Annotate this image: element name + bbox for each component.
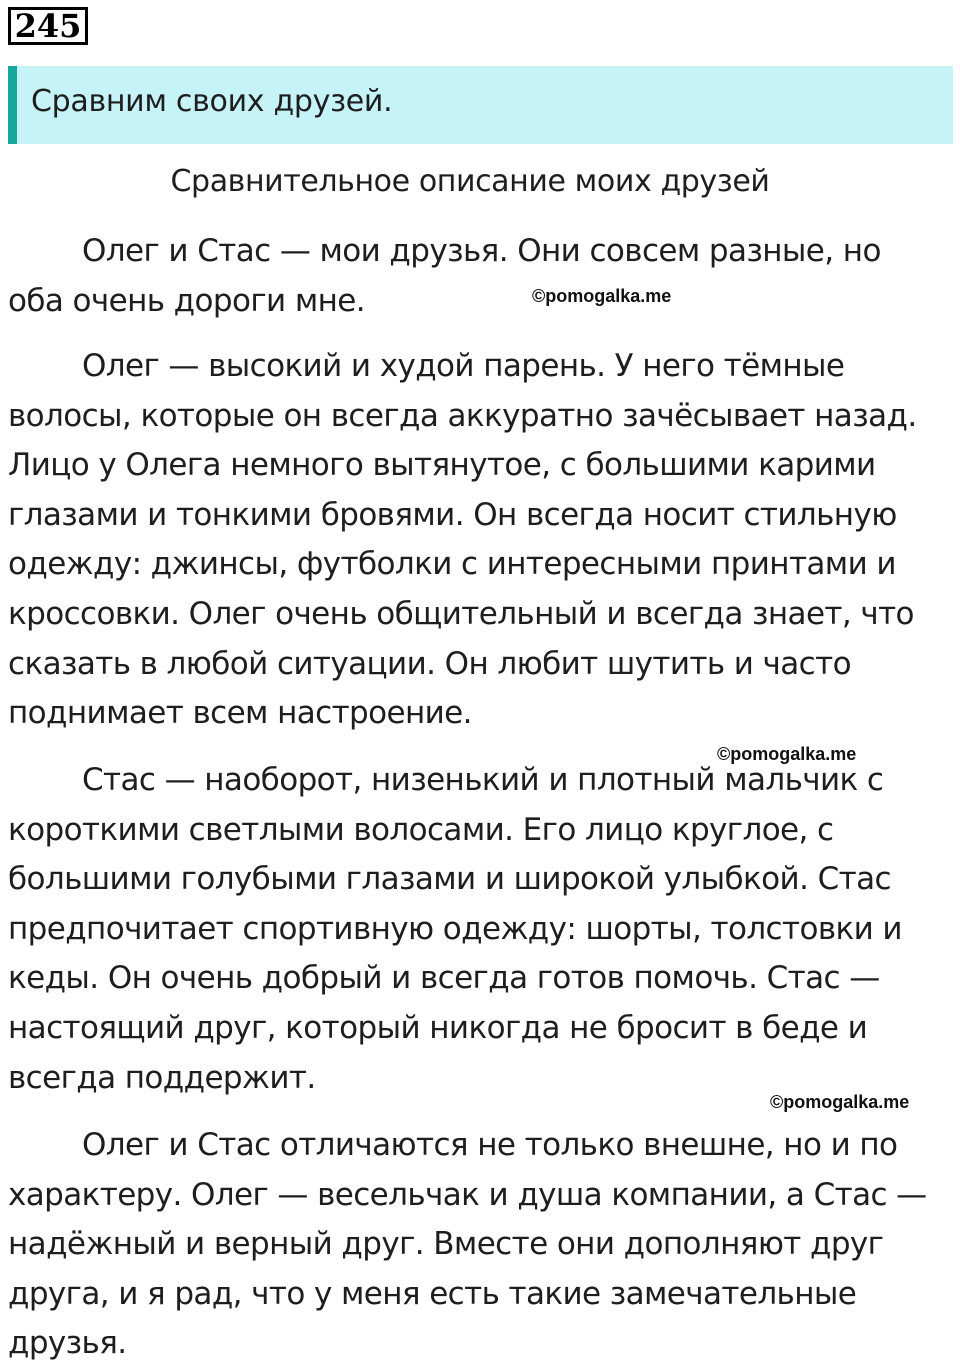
essay-title: Сравнительное описание моих друзей — [170, 164, 770, 199]
paragraph-line: большими голубыми глазами и широкой улыбкой. Стас — [8, 861, 891, 898]
paragraph-line: короткими светлыми волосами. Его лицо круглое, с — [8, 811, 834, 848]
paragraph-3 — [8, 756, 953, 1103]
paragraph-line: предпочитает спортивную одежду: шорты, толстовки и — [8, 910, 902, 947]
paragraph-line: сказать в любой ситуации. Он любит шутить и часто — [8, 645, 851, 682]
paragraph-line: Олег — высокий и худой парень. У него тёмные — [82, 348, 845, 384]
paragraph-line: всегда поддержит. — [8, 1059, 316, 1096]
paragraph-line: друга, и я рад, что у меня есть такие замечательные — [8, 1275, 857, 1312]
paragraph-line: характеру. Олег — весельчак и душа компании, а Стас — — [8, 1176, 927, 1213]
task-banner — [8, 66, 953, 144]
watermark: ©pomogalka.me — [717, 744, 857, 764]
task-heading: Сравним своих друзей. — [31, 84, 393, 119]
paragraph-line: оба очень дороги мне. — [8, 282, 365, 319]
paragraph-line: поднимает всем настроение. — [8, 695, 472, 732]
watermark: ©pomogalka.me — [532, 286, 672, 306]
paragraph-line: одежду: джинсы, футболки с интересными принтами и — [8, 546, 896, 583]
paragraph-2 — [8, 342, 953, 739]
paragraph-line: друзья. — [8, 1325, 127, 1362]
paragraph-line: глазами и тонкими бровями. Он всегда носит стильную — [8, 496, 897, 533]
paragraph-line: кеды. Он очень добрый и всегда готов помочь. Стас — — [8, 960, 880, 997]
paragraph-1 — [8, 227, 953, 326]
paragraph-line: волосы, которые он всегда аккуратно зачёсывает назад. — [8, 397, 917, 434]
paragraph-line: Олег и Стас отличаются не только внешне, но и по — [82, 1127, 898, 1163]
paragraph-line: Лицо у Олега немного вытянутое, с большими карими — [8, 447, 876, 484]
paragraph-4 — [8, 1121, 953, 1369]
paragraph-line: надёжный и верный друг. Вместе они дополняют друг — [8, 1226, 884, 1263]
paragraph-line: настоящий друг, который никогда не бросит в беде и — [8, 1009, 868, 1046]
paragraph-line: Олег и Стас — мои друзья. Они совсем разные, но — [82, 233, 881, 269]
task-number: 245 — [8, 7, 88, 45]
paragraph-line: кроссовки. Олег очень общительный и всегда знает, что — [8, 595, 914, 632]
watermark: ©pomogalka.me — [770, 1092, 910, 1112]
paragraph-line: Стас — наоборот, низенький и плотный мальчик с — [82, 762, 884, 798]
